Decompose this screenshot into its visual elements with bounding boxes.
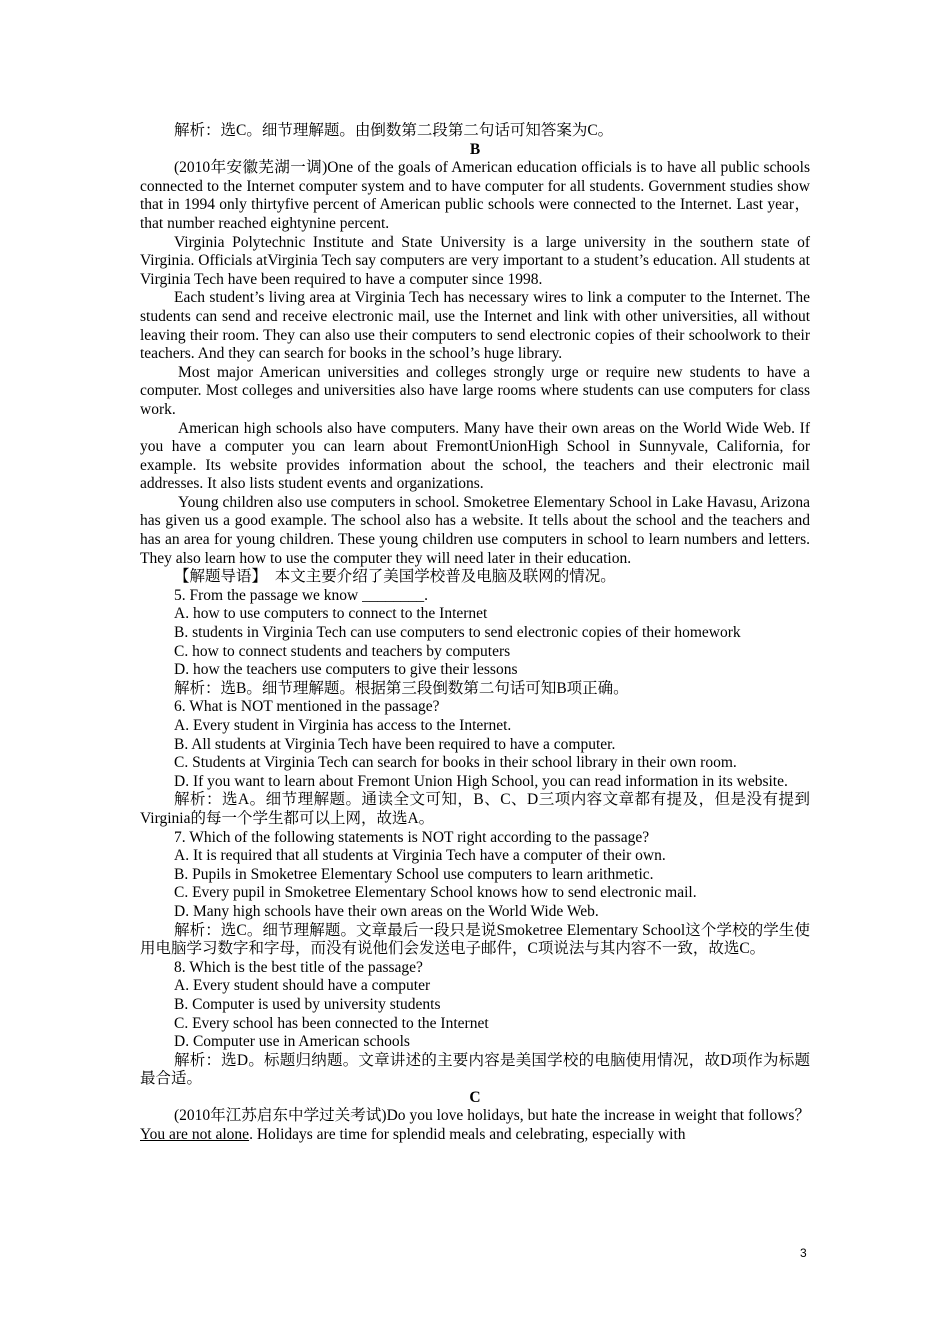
question-6-option-c: C. Students at Virginia Tech can search for books in their school library in their own room. bbox=[174, 754, 737, 772]
passage-b-p4: Most major American universities and colleges strongly urge or require new students to have a computer. Most colleges and universities also have large rooms where students can use computers for class work. bbox=[140, 363, 810, 418]
passage-b-p1: (2010年安徽芜湖一调)One of the goals of American education officials is to have all public schools connected to the Internet computer system and to have computer for all students. Government studies show that in 1994 only thirtyfive percent of American public schools were connected to the Internet. Last year，that number reached eightynine percent. bbox=[140, 159, 810, 232]
question-5-analysis: 解析：选B。细节理解题。根据第三段倒数第二句话可知B项正确。 bbox=[174, 679, 629, 697]
question-7-option-c: C. Every pupil in Smoketree Elementary School knows how to send electronic mail. bbox=[174, 884, 697, 902]
question-8-option-d: D. Computer use in American schools bbox=[174, 1033, 410, 1051]
document-page bbox=[140, 122, 810, 1145]
question-6-analysis: 解析：选A。细节理解题。通读全文可知，B、C、D三项内容文章都有提及，但是没有提到Virginia的每一个学生都可以上网，故选A。 bbox=[140, 791, 810, 827]
page-number: 3 bbox=[800, 1246, 807, 1260]
question-8-stem: 8. Which is the best title of the passage? bbox=[174, 958, 423, 976]
section-b-heading: B bbox=[469, 140, 481, 158]
question-6-option-b: B. All students at Virginia Tech have been required to have a computer. bbox=[174, 735, 616, 753]
question-6-option-a: A. Every student in Virginia has access to the Internet. bbox=[174, 717, 512, 734]
question-8-option-a: A. Every student should have a computer bbox=[174, 977, 431, 995]
question-8-analysis: 解析：选D。标题归纳题。文章讲述的主要内容是美国学校的电脑使用情况，故D项作为标题最合适。 bbox=[140, 1051, 810, 1088]
passage-b-p3: Each student’s living area at Virginia Tech has necessary wires to link a computer to the Internet. The students can send and receive electronic mail, use the Internet and link with other universities, all without leaving their room. They can also use their computers to send electronic copies of their schoolwork to their teachers. And they can search for books in the school’s huge library. bbox=[140, 289, 810, 363]
question-8-option-b: B. Computer is used by university students bbox=[174, 995, 441, 1013]
passage-b-p6: Young children also use computers in school. Smoketree Elementary School in Lake Havasu, Arizona has given us a good example. The school also has a website. It tells about the school and the teachers and has an area for young children. These young children use computers in school to learn numbers and letters. They also learn how to use the computer they will need later in their education. bbox=[140, 493, 810, 567]
section-c-heading: C bbox=[469, 1088, 481, 1106]
question-6-stem: 6. What is NOT mentioned in the passage? bbox=[174, 698, 440, 716]
source-c: (2010年江苏启东中学过关考试) bbox=[174, 1107, 387, 1125]
guide-b: 【解题导语】 本文主要介绍了美国学校普及电脑及联网的情况。 bbox=[174, 568, 616, 586]
question-7-option-d: D. Many high schools have their own areas on the World Wide Web. bbox=[174, 902, 599, 920]
question-8-option-c: C. Every school has been connected to the Internet bbox=[174, 1014, 489, 1032]
question-5-stem: 5. From the passage we know ________. bbox=[174, 586, 428, 604]
question-7-analysis: 解析：选C。细节理解题。文章最后一段只是说Smoketree Elementary School这个学校的学生使用电脑学习数字和字母，而没有说他们会发送电子邮件，C项说法与其内容不一致，故选C。 bbox=[140, 921, 810, 958]
underlined-phrase: You are not alone bbox=[140, 1126, 250, 1144]
question-5-option-b: B. students in Virginia Tech can use computers to send electronic copies of their homework bbox=[174, 624, 741, 642]
source-b: (2010年安徽芜湖一调) bbox=[174, 159, 328, 177]
question-7-option-b: B. Pupils in Smoketree Elementary School use computers to learn arithmetic. bbox=[174, 865, 654, 883]
passage-b-p5: American high schools also have computers. Many have their own areas on the World Wide Web. If you have a computer you can learn about FremontUnionHigh School in Sunnyvale, California, for example. Its website provides information about the school, the teachers and their electronic mail addresses. It also lists student events and organizations. bbox=[140, 419, 810, 493]
question-5-option-a: A. how to use computers to connect to the Internet bbox=[174, 605, 488, 623]
question-5-option-d: D. how the teachers use computers to give their lessons bbox=[174, 661, 518, 679]
question-7-option-a: A. It is required that all students at Virginia Tech have a computer of their own. bbox=[174, 847, 666, 865]
analysis-prev: 解析：选C。细节理解题。由倒数第二段第二句话可知答案为C。 bbox=[174, 122, 614, 139]
passage-c-p1: (2010年江苏启东中学过关考试)Do you love holidays, but hate the increase in weight that follows？You are not alone. Holidays are time for splendid meals and celebrating, especially with bbox=[140, 1107, 811, 1144]
question-6-option-d: D. If you want to learn about Fremont Union High School, you can read information in its website. bbox=[174, 772, 788, 790]
question-7-stem: 7. Which of the following statements is NOT right according to the passage? bbox=[174, 828, 650, 846]
question-5-option-c: C. how to connect students and teachers by computers bbox=[174, 642, 511, 660]
passage-b-p2: Virginia Polytechnic Institute and State University is a large university in the southern state of Virginia. Officials atVirginia Tech say computers are very important to a student’s education. All students at Virginia Tech have been required to have a computer since 1998. bbox=[140, 233, 810, 288]
